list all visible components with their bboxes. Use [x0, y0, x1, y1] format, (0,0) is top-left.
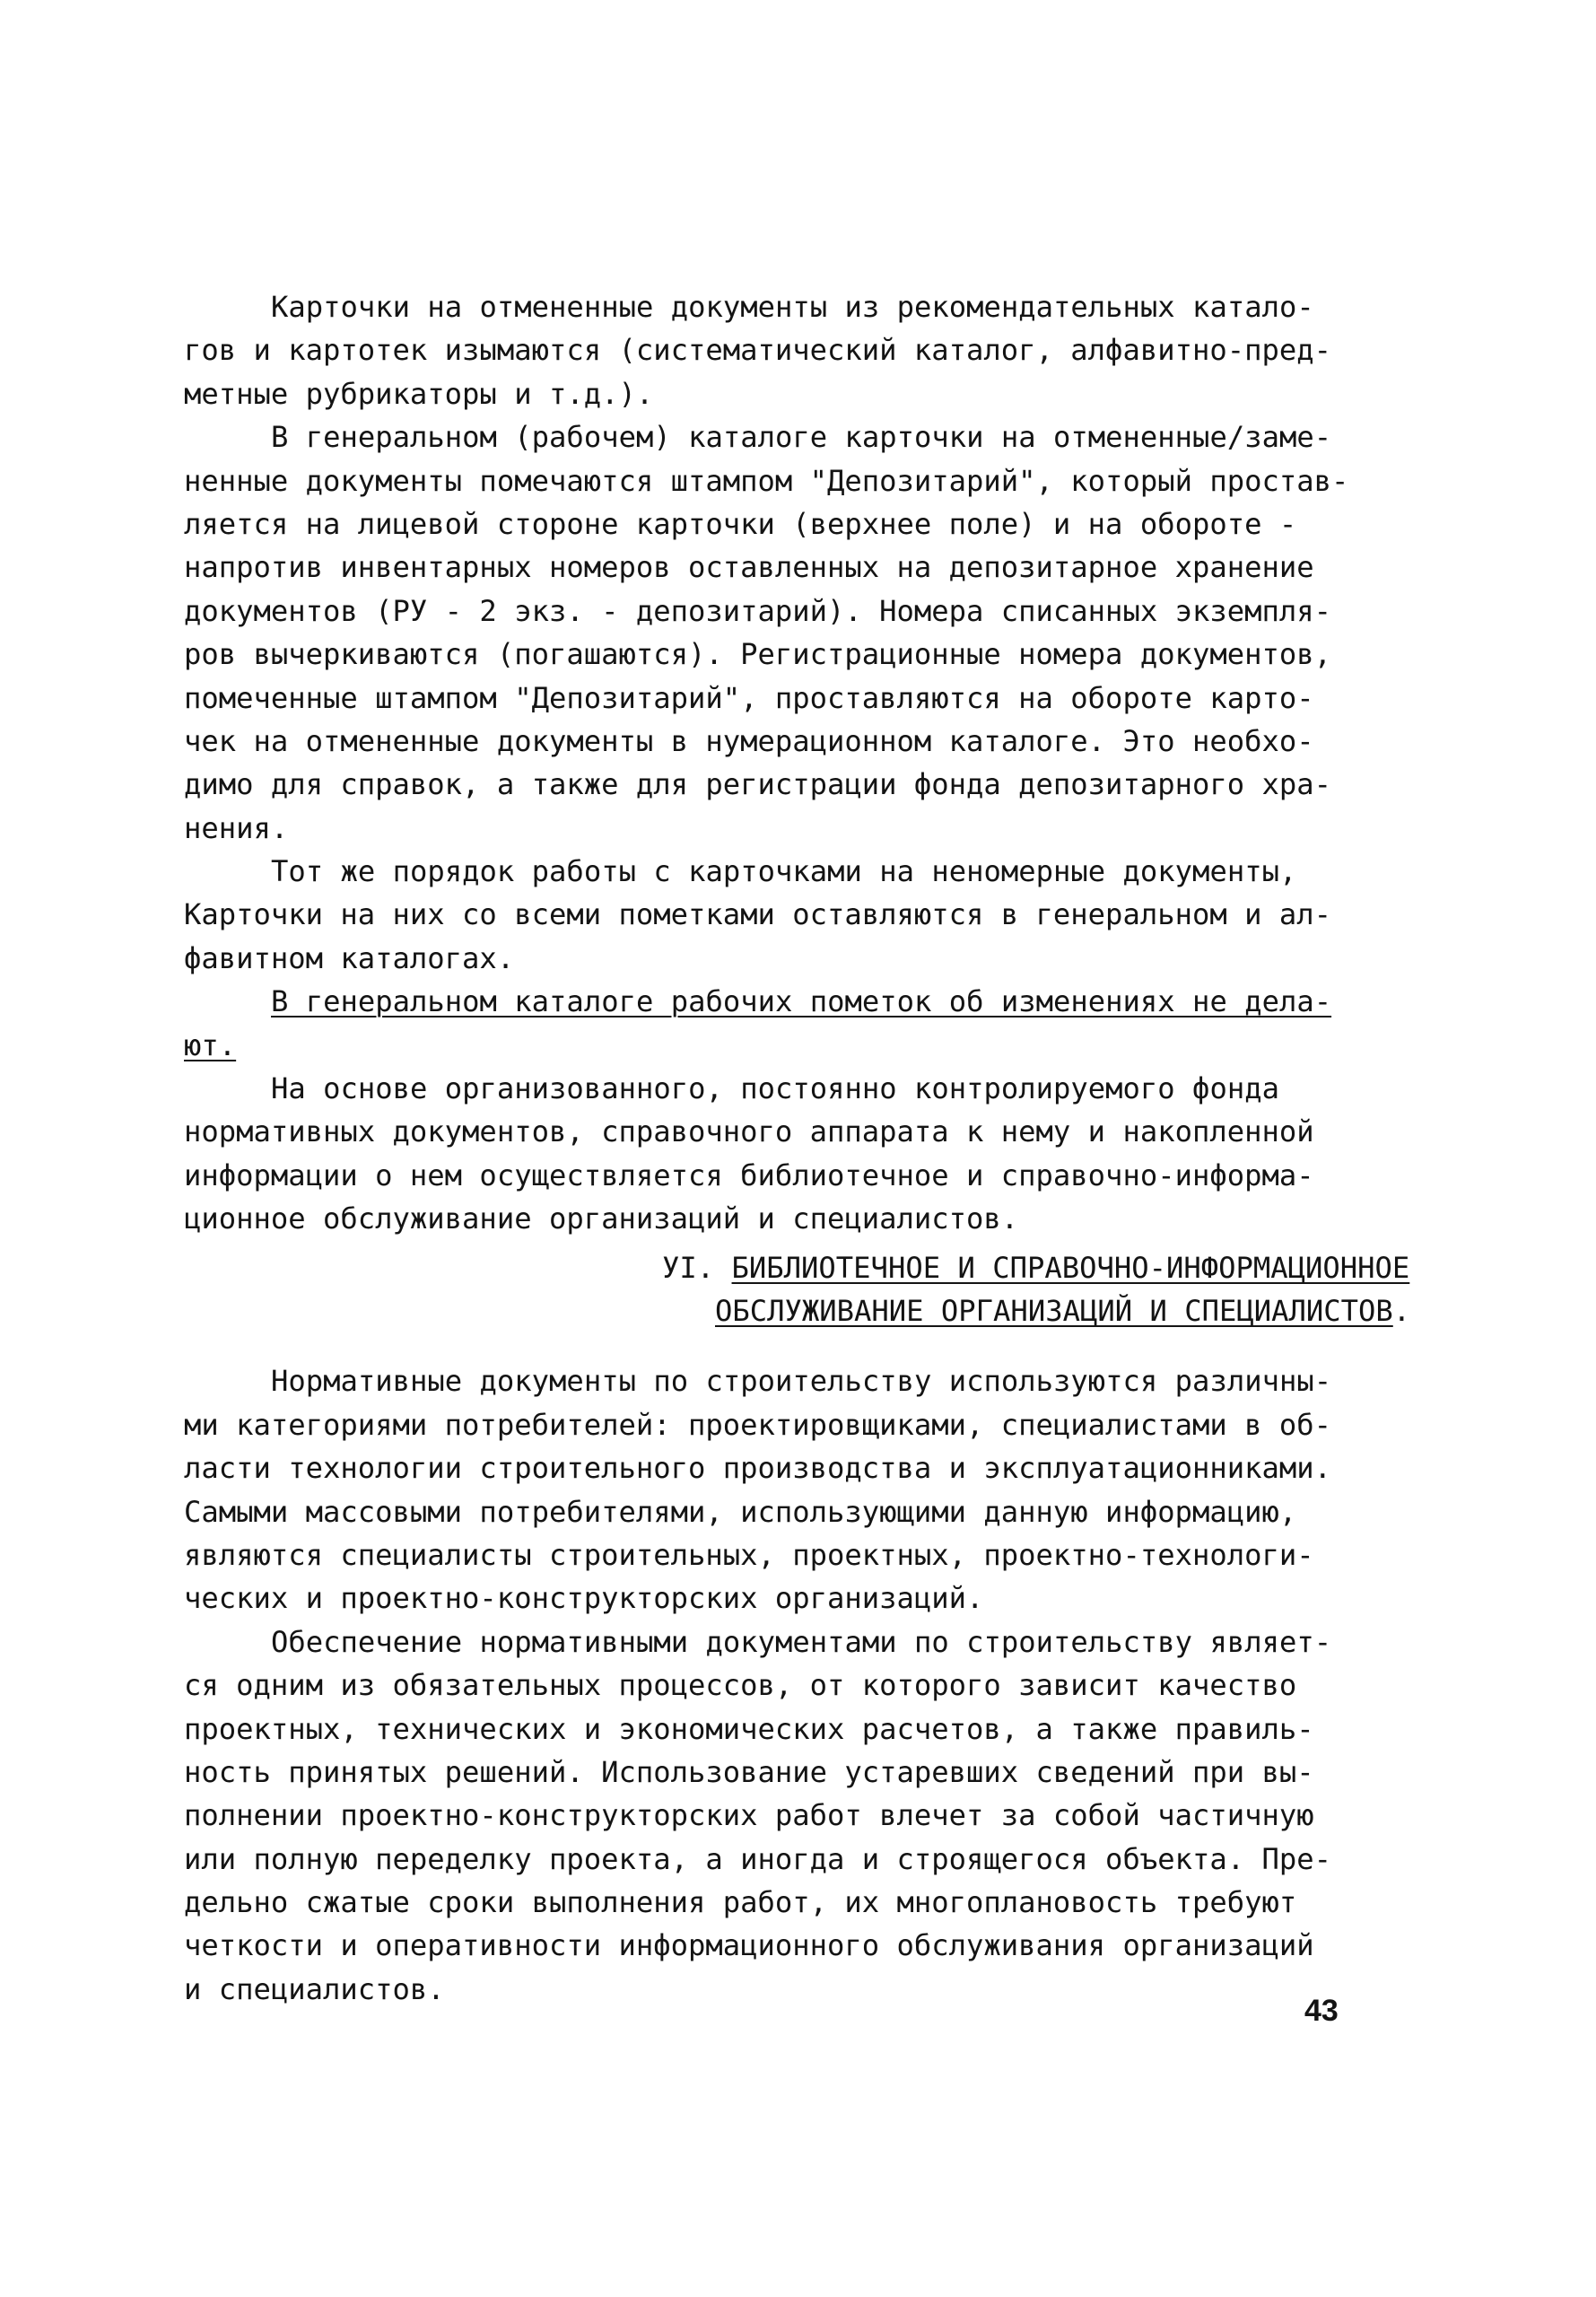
text-line: ческих и проектно-конструкторских организаций. [184, 1581, 984, 1616]
paragraph [184, 850, 1341, 980]
text-line: ся одним из обязательных процессов, от которого зависит качество [184, 1668, 1297, 1703]
text-line: или полную переделку проекта, а иногда и строящегося объекта. Пре- [184, 1841, 1331, 1876]
text-line [184, 980, 1341, 1023]
heading-text: ОБСЛУЖИВАНИЕ ОРГАНИЗАЦИЙ И СПЕЦИАЛИСТОВ [715, 1293, 1393, 1328]
text-line: ность принятых решений. Использование устаревших сведений при вы- [184, 1754, 1314, 1789]
text-line: информации о нем осуществляется библиотечное и справочно-информа- [184, 1157, 1314, 1192]
text-line: фавитном каталогах. [184, 940, 515, 975]
text-line: Карточки на них со всеми пометками оставляются в генеральном и ал- [184, 897, 1331, 932]
paragraph [184, 415, 1349, 850]
text-line: являются специалисты строительных, проектных, проектно-технологи- [184, 1537, 1314, 1572]
text-line: ционное обслуживание организаций и специалистов. [184, 1201, 1019, 1236]
text-line: Самыми массовыми потребителями, использующими данную информацию, [184, 1494, 1297, 1529]
heading-line [184, 1246, 1410, 1289]
text-line: помеченные штампом "Депозитарий", проставляются на обороте карто- [184, 680, 1314, 715]
paragraph-underlined [184, 980, 1341, 1067]
text-line: ненные документы помечаются штампом "Депозитарий", который простав- [184, 463, 1349, 498]
text-line: документов (РУ - 2 экз. - депозитарий). Номера списанных экземпля- [184, 593, 1331, 628]
paragraph [184, 1620, 1341, 2012]
text-line: Нормативные документы по строительству используются различны- [271, 1364, 1332, 1399]
section-heading [184, 1246, 1411, 1333]
text-line: ласти технологии строительного производства и эксплуатационниками. [184, 1451, 1331, 1486]
text-line: Обеспечение нормативными документами по строительству являет- [271, 1624, 1332, 1659]
underlined-text: ют. [184, 1027, 237, 1062]
section-number: УI. [662, 1250, 715, 1285]
text-line: четкости и оперативности информационного обслуживания организаций [184, 1928, 1314, 1963]
text-line: дельно сжатые сроки выполнения работ, их многоплановость требуют [184, 1885, 1297, 1920]
text-line: метные рубрикаторы и т.д.). [184, 376, 654, 411]
heading-line [184, 1289, 1411, 1332]
page-number: 43 [1304, 1994, 1339, 2028]
paragraph [184, 1067, 1341, 1241]
text-line: На основе организованного, постоянно контролируемого фонда [271, 1071, 1279, 1106]
paragraph [184, 285, 1341, 415]
text-line [184, 1024, 1341, 1067]
text-line: ми категориями потребителей: проектировщиками, специалистами в об- [184, 1407, 1331, 1442]
underlined-text: В генеральном каталоге рабочих пометок об изменениях не дела- [271, 984, 1332, 1019]
text-line: и специалистов. [184, 1971, 445, 2006]
text-line: ляется на лицевой стороне карточки (верхнее поле) и на обороте - [184, 506, 1297, 541]
text-line: нения. [184, 810, 289, 845]
text-line: нормативных документов, справочного аппарата к нему и накопленной [184, 1114, 1314, 1149]
text-line: Карточки на отмененные документы из рекомендательных катало- [271, 290, 1314, 324]
text-line: чек на отмененные документы в нумерационном каталоге. Это необхо- [184, 723, 1314, 758]
text-line: гов и картотек изымаются (систематический каталог, алфавитно-пред- [184, 333, 1331, 368]
paragraph [184, 1359, 1341, 1620]
text-line: димо для справок, а также для регистрации фонда депозитарного хра- [184, 767, 1331, 802]
heading-text: БИБЛИОТЕЧНОЕ И СПРАВОЧНО-ИНФОРМАЦИОННОЕ [731, 1250, 1410, 1285]
page-body [184, 285, 1411, 2011]
text-line: напротив инвентарных номеров оставленных на депозитарное хранение [184, 550, 1314, 585]
text-line: проектных, технических и экономических расчетов, а также правиль- [184, 1711, 1314, 1746]
text-line: В генеральном (рабочем) каталоге карточки на отмененные/заме- [271, 420, 1332, 455]
text-line: полнении проектно-конструкторских работ влечет за собой частичную [184, 1798, 1314, 1833]
text-line: ров вычеркиваются (погашаются). Регистрационные номера документов, [184, 637, 1331, 672]
heading-dot: . [1392, 1293, 1411, 1328]
text-line: Тот же порядок работы с карточками на неномерные документы, [271, 854, 1297, 889]
